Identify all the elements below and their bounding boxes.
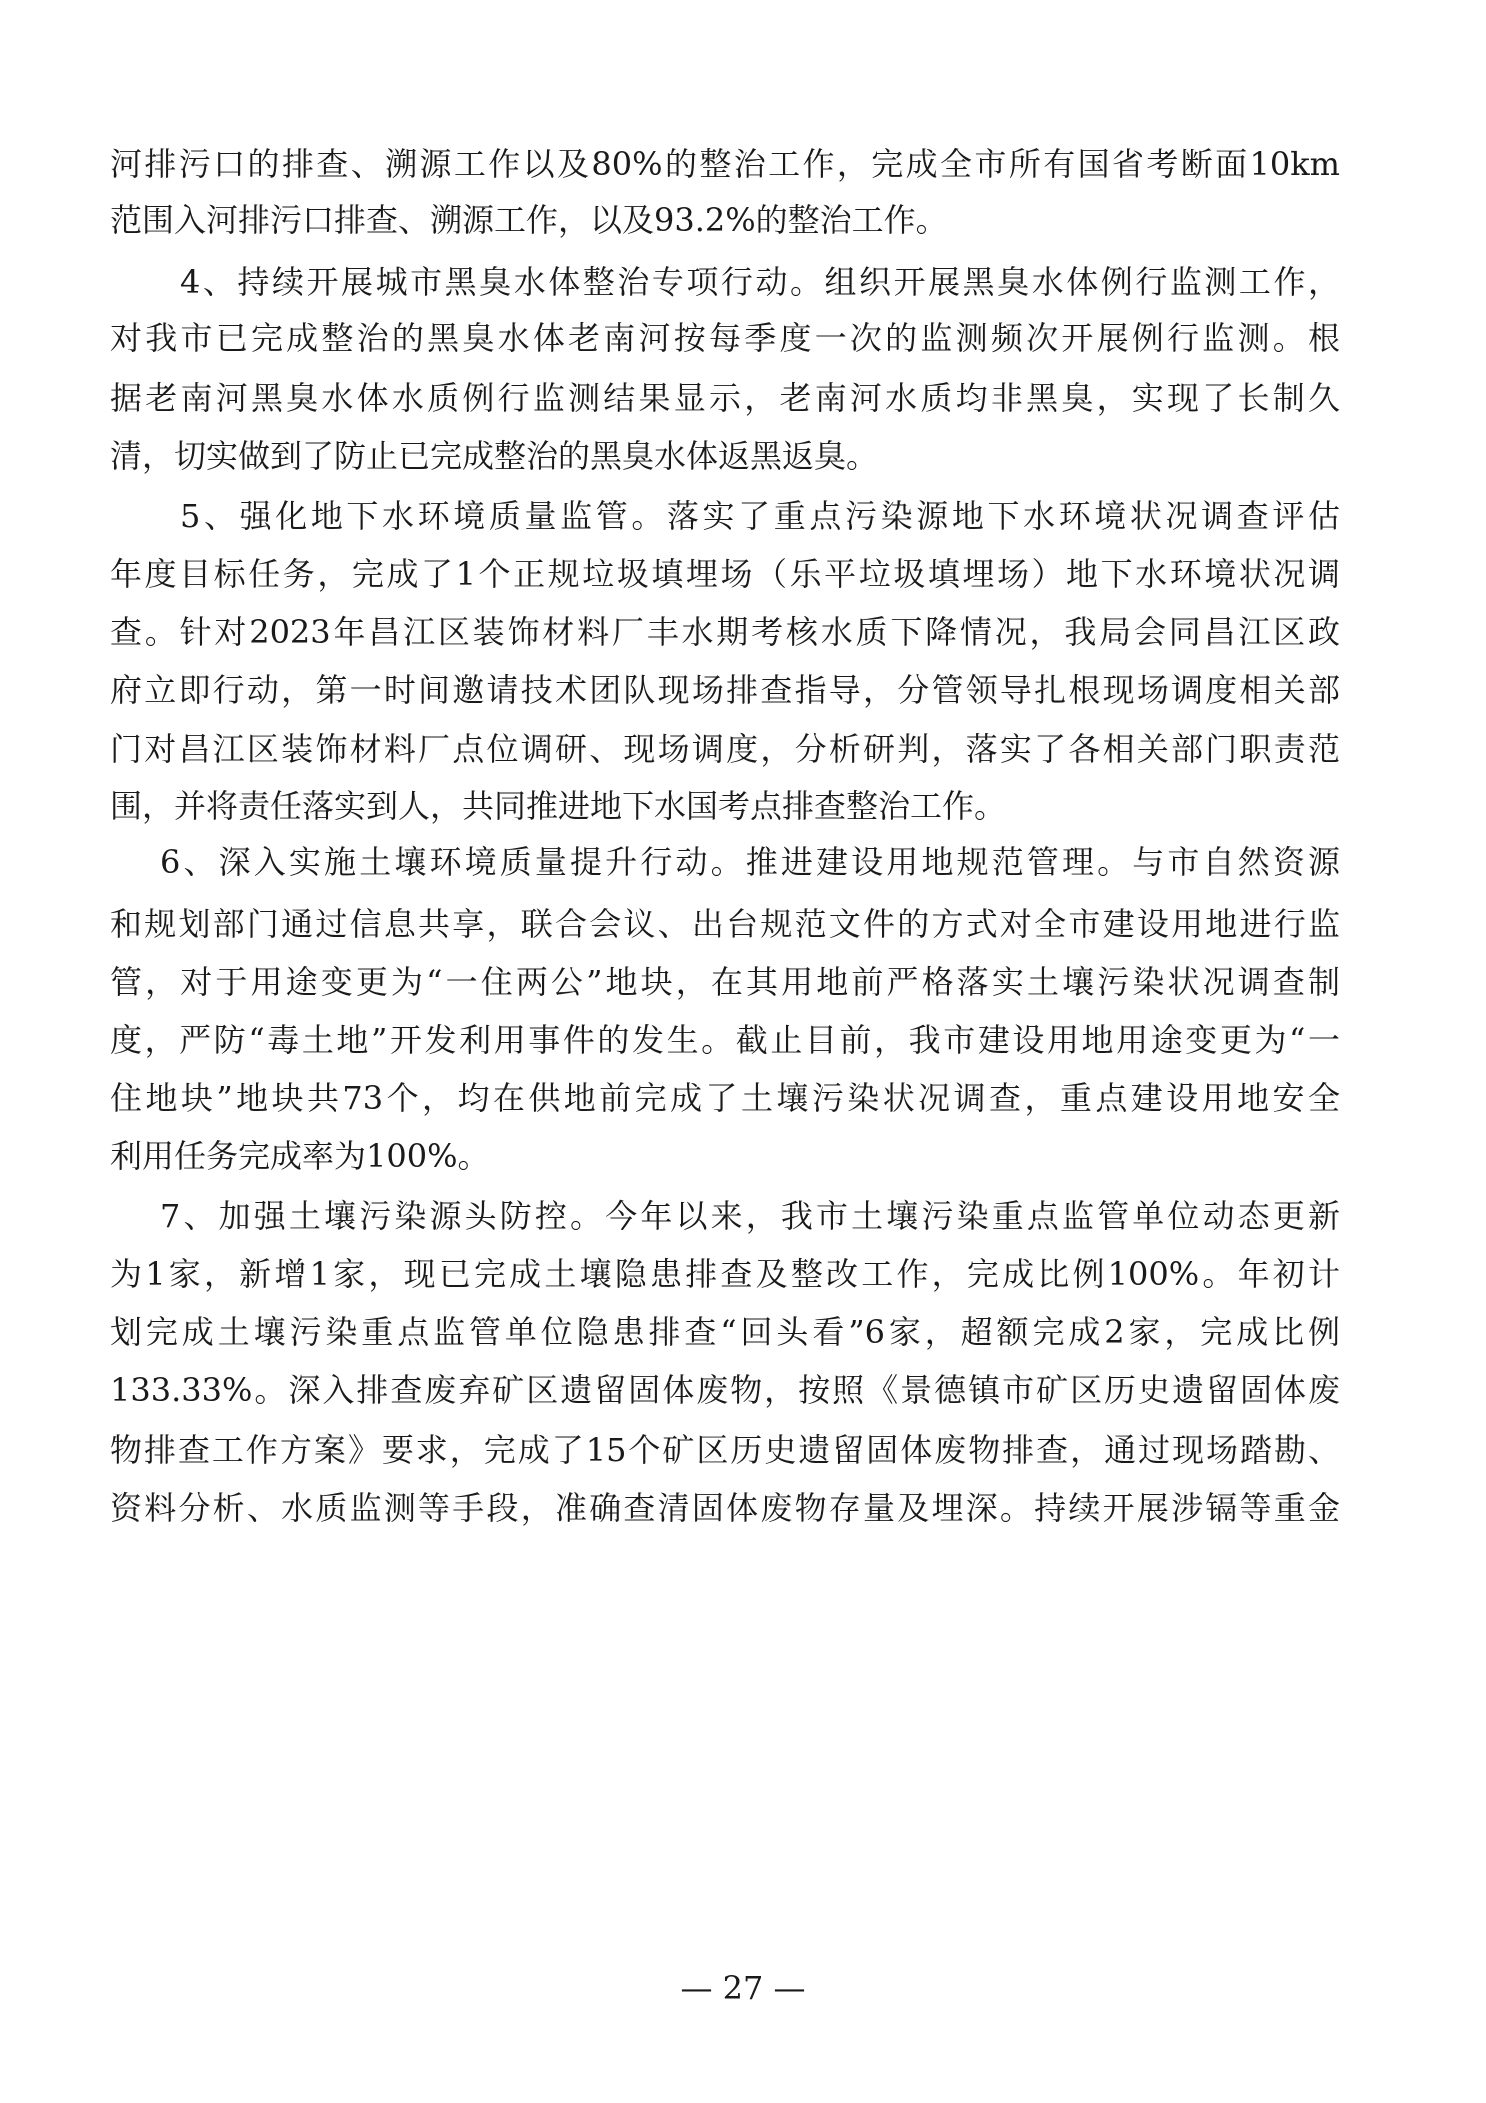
- paragraph-2-line-2: 对我市已完成整治的黑臭水体老南河按每季度一次的监测频次开展例行监测。根: [110, 319, 1340, 357]
- paragraph-3-line-2: 年度目标任务，完成了1个正规垃圾填埋场（乐平垃圾填埋场）地下水环境状况调: [110, 555, 1340, 593]
- paragraph-5-line-4: 133.33%。深入排查废弃矿区遗留固体废物，按照《景德镇市矿区历史遗留固体废: [110, 1371, 1340, 1409]
- paragraph-4-line-1: 6、深入实施土壤环境质量提升行动。推进建设用地规范管理。与市自然资源: [160, 843, 1340, 881]
- paragraph-1-line-1: 河排污口的排查、溯源工作以及80%的整治工作，完成全市所有国省考断面10km: [110, 145, 1340, 183]
- paragraph-4-line-6: 利用任务完成率为100%。: [110, 1137, 490, 1175]
- paragraph-5-line-6: 资料分析、水质监测等手段，准确查清固体废物存量及埋深。持续开展涉镉等重金: [110, 1489, 1340, 1527]
- page-number: — 27 —: [680, 1969, 806, 2007]
- paragraph-5-line-5: 物排查工作方案》要求，完成了15个矿区历史遗留固体废物排查，通过现场踏勘、: [110, 1431, 1340, 1469]
- paragraph-2-line-1: 4、持续开展城市黑臭水体整治专项行动。组织开展黑臭水体例行监测工作，: [180, 263, 1340, 301]
- paragraph-3-line-1: 5、强化地下水环境质量监管。落实了重点污染源地下水环境状况调查评估: [180, 497, 1340, 535]
- paragraph-1-line-2: 范围入河排污口排查、溯源工作，以及93.2%的整治工作。: [110, 201, 948, 239]
- paragraph-5-line-1: 7、加强土壤污染源头防控。今年以来，我市土壤污染重点监管单位动态更新: [160, 1197, 1340, 1235]
- paragraph-3-line-5: 门对昌江区装饰材料厂点位调研、现场调度，分析研判，落实了各相关部门职责范: [110, 730, 1340, 768]
- paragraph-4-line-2: 和规划部门通过信息共享，联合会议、出台规范文件的方式对全市建设用地进行监: [110, 905, 1340, 943]
- paragraph-5-line-3: 划完成土壤污染重点监管单位隐患排查“回头看”6家，超额完成2家，完成比例: [110, 1313, 1340, 1351]
- paragraph-3-line-3: 查。针对2023年昌江区装饰材料厂丰水期考核水质下降情况，我局会同昌江区政: [110, 613, 1340, 651]
- paragraph-4-line-4: 度，严防“毒土地”开发利用事件的发生。截止目前，我市建设用地用途变更为“一: [110, 1021, 1340, 1059]
- paragraph-3-line-6: 围，并将责任落实到人，共同推进地下水国考点排查整治工作。: [110, 787, 1007, 825]
- paragraph-2-line-3: 据老南河黑臭水体水质例行监测结果显示，老南河水质均非黑臭，实现了长制久: [110, 379, 1340, 417]
- paragraph-4-line-3: 管，对于用途变更为“一住两公”地块，在其用地前严格落实土壤污染状况调查制: [110, 963, 1340, 1001]
- paragraph-2-line-4: 清，切实做到了防止已完成整治的黑臭水体返黑返臭。: [110, 437, 879, 475]
- paragraph-3-line-4: 府立即行动，第一时间邀请技术团队现场排查指导，分管领导扎根现场调度相关部: [110, 671, 1340, 709]
- paragraph-4-line-5: 住地块”地块共73个，均在供地前完成了土壤污染状况调查，重点建设用地安全: [110, 1079, 1340, 1117]
- paragraph-5-line-2: 为1家，新增1家，现已完成土壤隐患排查及整改工作，完成比例100%。年初计: [110, 1255, 1340, 1293]
